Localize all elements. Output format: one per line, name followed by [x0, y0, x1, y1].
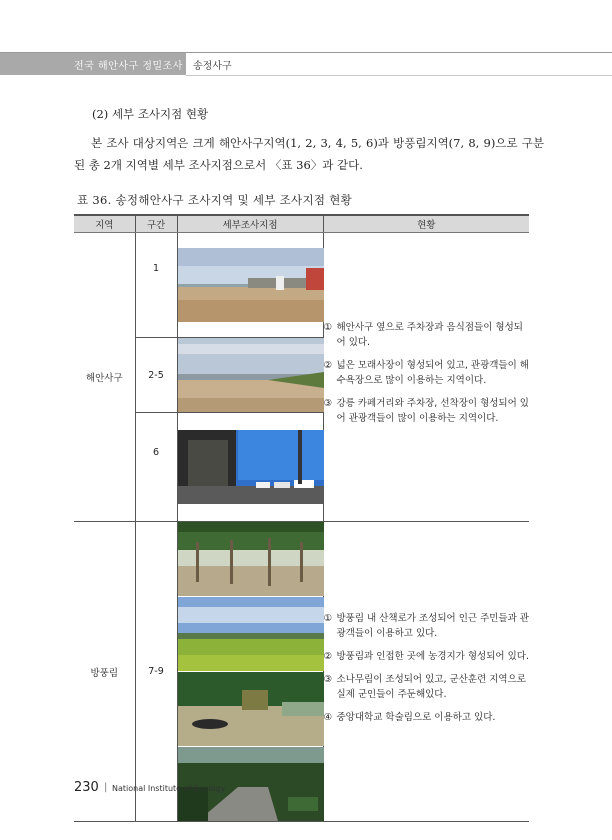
status-item: ④ 중앙대학교 학술림으로 이용하고 있다.: [323, 711, 496, 723]
section-label: 1: [135, 233, 177, 338]
status-cell: [323, 233, 529, 522]
status-item: ① 해안사구 옆으로 주차장과 음식점들이 형성되어 있다.: [323, 322, 523, 348]
photo-cell: [177, 413, 323, 522]
photo-cell: [177, 233, 323, 338]
table-row: [74, 233, 529, 338]
page-number: 230: [74, 780, 99, 795]
col-header-section: 구간: [135, 215, 177, 233]
region-dune: 해안사구: [74, 233, 135, 522]
section-label: 2-5: [135, 338, 177, 413]
footer-organization: National Institute of Ecology: [112, 784, 226, 793]
status-item: ① 방풍림 내 산책로가 조성되어 인근 주민들과 관광객들이 이용하고 있다.: [323, 612, 529, 639]
col-header-site: 세부조사지점: [177, 215, 323, 233]
status-item: ③ 강릉 카페거리와 주차장, 선착장이 형성되어 있어 관광객들이 많이 이용하는 지역이다.: [323, 398, 529, 424]
body-paragraph: 본 조사 대상지역은 크게 해안사구지역(1, 2, 3, 4, 5, 6)과 방풍림지역(7, 8, 9)으로 구분된 총 2개 지역별 세부 조사지점으로서 〈표 36〉과 같다.: [74, 136, 544, 172]
military-area-photo: [178, 672, 324, 747]
section-label: 7-9: [135, 522, 177, 822]
survey-table: [74, 214, 529, 822]
footer-separator: |: [104, 782, 108, 793]
photo-cell: [177, 338, 323, 413]
cafe-street-photo: [178, 430, 324, 504]
header-title: 전국 해안사구 정밀조사: [74, 61, 183, 72]
status-item: ② 넓은 모래사장이 형성되어 있고, 관광객들이 해수욕장으로 많이 이용하는 지역이다.: [323, 360, 529, 386]
beach-parking-photo: [178, 248, 324, 322]
region-windbreak: 방풍림: [74, 522, 135, 822]
status-item: ② 방풍림과 인접한 곳에 농경지가 형성되어 있다.: [323, 650, 529, 662]
section-label: 6: [135, 413, 177, 522]
sandy-beach-photo: [178, 338, 324, 412]
table-caption: 표 36. 송정해안사구 조사지역 및 세부 조사지점 현황: [77, 193, 353, 207]
rice-field-photo: [178, 597, 324, 672]
pine-forest-photo: [178, 522, 324, 597]
status-item: ③ 소나무림이 조성되어 있고, 군산훈련 지역으로 실제 군인들이 주둔해있다.: [323, 673, 526, 700]
header-subtitle: 송정사구: [193, 61, 232, 72]
col-header-status: 현황: [323, 215, 529, 233]
status-cell: [323, 522, 529, 822]
photo-cell: [177, 522, 323, 822]
header-underline: [186, 75, 612, 76]
table-row: [74, 522, 529, 822]
table-header-row: [74, 215, 529, 233]
col-header-region: 지역: [74, 215, 135, 233]
section-heading: (2) 세부 조사지점 현황: [92, 107, 209, 121]
